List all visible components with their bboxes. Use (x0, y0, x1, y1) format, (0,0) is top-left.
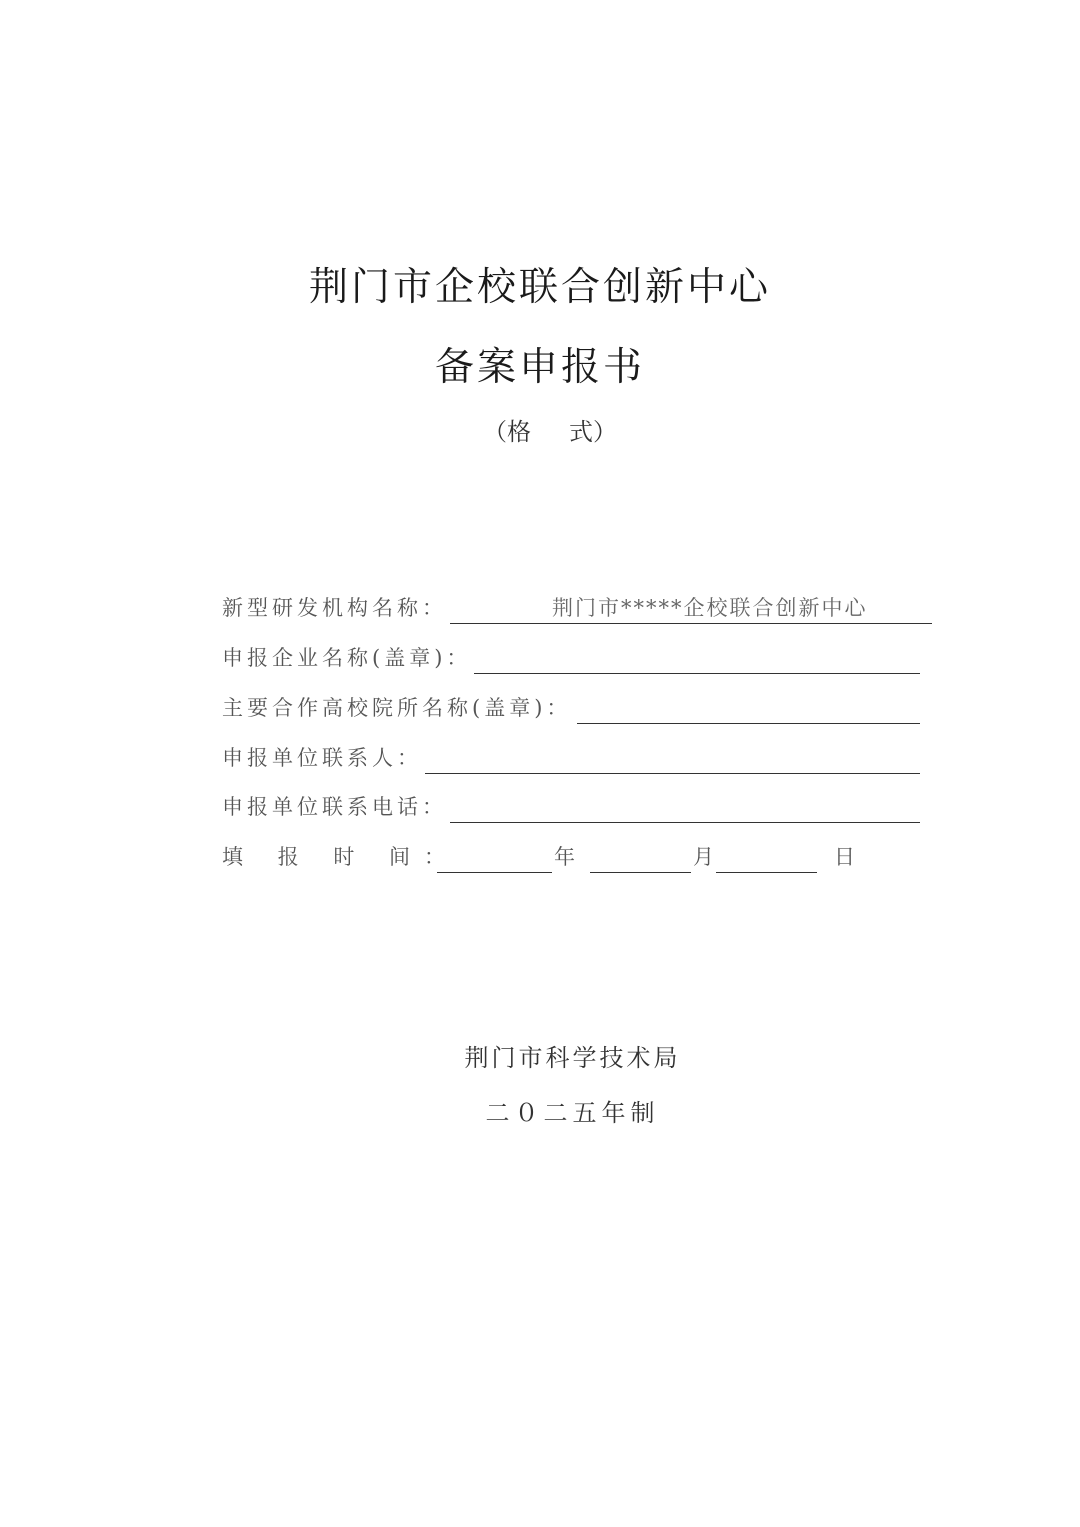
contact-phone-label: 申报单位联系电话： (222, 795, 447, 819)
contact-phone-field[interactable] (450, 822, 920, 823)
university-name-row (222, 691, 922, 725)
month-label: 月 (693, 845, 718, 869)
document-subtitle: 备案申报书 (434, 345, 645, 390)
format-note (0, 412, 1080, 447)
university-name-field[interactable] (577, 723, 920, 724)
enterprise-name-field[interactable] (474, 673, 920, 674)
institution-name-value: 荆门市*****企校联合创新中心 (552, 596, 868, 620)
month-field[interactable] (590, 872, 691, 873)
fill-date-label: 填 报 时 间： (222, 845, 460, 869)
fill-date-row (222, 840, 922, 874)
day-field[interactable] (716, 872, 817, 873)
contact-person-field[interactable] (425, 773, 920, 774)
contact-phone-row (222, 790, 922, 824)
format-note-close: 式） (569, 418, 617, 446)
issuing-organization: 荆门市科学技术局 (464, 1044, 681, 1072)
institution-name-row (222, 591, 934, 625)
university-name-label: 主要合作高校院所名称(盖章)： (222, 696, 572, 720)
document-title: 荆门市企校联合创新中心 (308, 265, 771, 310)
enterprise-name-label: 申报企业名称(盖章)： (222, 646, 472, 670)
contact-person-row (222, 741, 922, 775)
year-field[interactable] (437, 872, 552, 873)
institution-name-label: 新型研发机构名称： (222, 596, 447, 620)
year-label: 年 (554, 845, 579, 869)
format-note-open: （格 (483, 418, 531, 446)
enterprise-name-row (222, 641, 922, 675)
issue-year: 二０二五年制 (485, 1099, 660, 1127)
contact-person-label: 申报单位联系人： (222, 746, 422, 770)
day-label: 日 (834, 845, 859, 869)
